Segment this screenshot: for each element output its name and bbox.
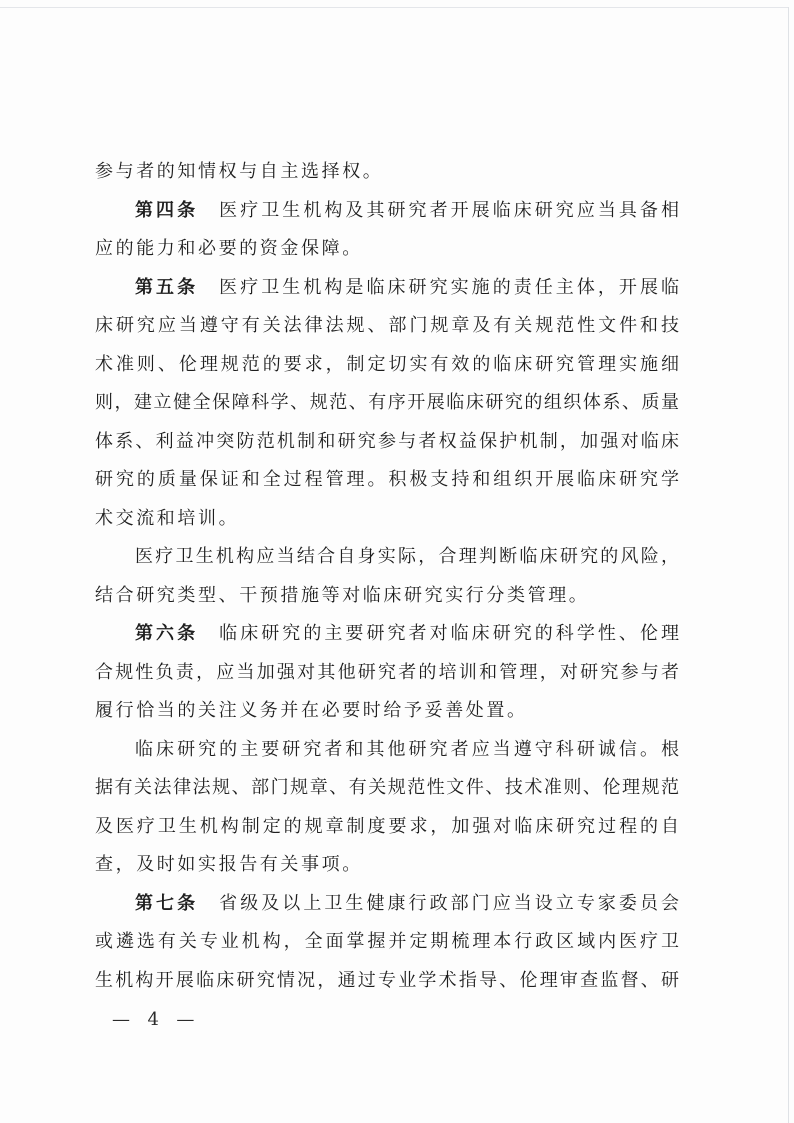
document-body	[95, 153, 679, 1000]
text-line	[95, 808, 679, 847]
line-text: 据有关法律法规、部门规章、有关规范性文件、技术准则、伦理规范	[95, 777, 679, 798]
paragraph-first-line	[95, 538, 679, 577]
text-line	[95, 962, 679, 1001]
scan-edge-right	[788, 7, 789, 1123]
line-text: 省级及以上卫生健康行政部门应当设立专家委员会	[219, 892, 680, 914]
text-line	[95, 423, 679, 462]
paragraph-first-line	[95, 731, 679, 770]
text-line	[95, 846, 679, 885]
line-text: 则，建立健全保障科学、规范、有序开展临床研究的组织体系、质量	[95, 392, 679, 413]
text-line	[95, 654, 679, 693]
line-text: 应的能力和必要的资金保障。	[95, 238, 363, 259]
text-line	[95, 384, 679, 423]
text-line	[95, 346, 679, 385]
line-text: 医疗卫生机构及其研究者开展临床研究应当具备相	[219, 199, 680, 221]
line-text: 医疗卫生机构是临床研究实施的责任主体，开展临	[219, 276, 680, 298]
article-4-line	[95, 192, 679, 231]
text-line	[95, 500, 679, 539]
article-5-line	[95, 269, 679, 308]
article-number: 第七条	[135, 892, 199, 914]
article-6-line	[95, 615, 679, 654]
text-line	[95, 577, 679, 616]
article-number: 第六条	[135, 623, 199, 644]
page-number: — 4 —	[112, 1009, 197, 1030]
article-number: 第四条	[135, 199, 199, 221]
text-line	[95, 461, 679, 500]
line-text: 术准则、伦理规范的要求，制定切实有效的临床研究管理实施细	[95, 353, 679, 375]
text-line	[95, 230, 679, 269]
article-7-line	[95, 885, 679, 924]
line-text: 查，及时如实报告有关事项。	[95, 854, 363, 875]
line-text: 合规性负责，应当加强对其他研究者的培训和管理，对研究参与者	[95, 661, 679, 683]
line-text: 结合研究类型、干预措施等对临床研究实行分类管理。	[95, 584, 590, 606]
line-text: 或遴选有关专业机构，全面掌握并定期梳理本行政区域内医疗卫	[95, 931, 679, 952]
line-text: 术交流和培训。	[95, 507, 240, 529]
line-text: 生机构开展临床研究情况，通过专业学术指导、伦理审查监督、研	[95, 969, 679, 991]
line-text: 临床研究的主要研究者对临床研究的科学性、伦理	[219, 623, 680, 644]
text-line	[95, 153, 679, 192]
line-text: 体系、利益冲突防范机制和研究参与者权益保护机制，加强对临床	[95, 430, 679, 452]
text-line	[95, 923, 679, 962]
text-line	[95, 692, 679, 731]
text-line	[95, 769, 679, 808]
scan-edge-top	[0, 7, 788, 8]
line-text: 参与者的知情权与自主选择权。	[95, 161, 384, 182]
line-text: 医疗卫生机构应当结合自身实际，合理判断临床研究的风险，	[135, 546, 679, 567]
line-text: 床研究应当遵守有关法律法规、部门规章及有关规范性文件和技	[95, 315, 679, 336]
article-number: 第五条	[135, 276, 199, 298]
line-text: 研究的质量保证和全过程管理。积极支持和组织开展临床研究学	[95, 469, 679, 490]
line-text: 及医疗卫生机构制定的规章制度要求，加强对临床研究过程的自	[95, 815, 679, 837]
line-text: 履行恰当的关注义务并在必要时给予妥善处置。	[95, 700, 528, 721]
line-text: 临床研究的主要研究者和其他研究者应当遵守科研诚信。根	[135, 738, 679, 760]
text-line	[95, 307, 679, 346]
